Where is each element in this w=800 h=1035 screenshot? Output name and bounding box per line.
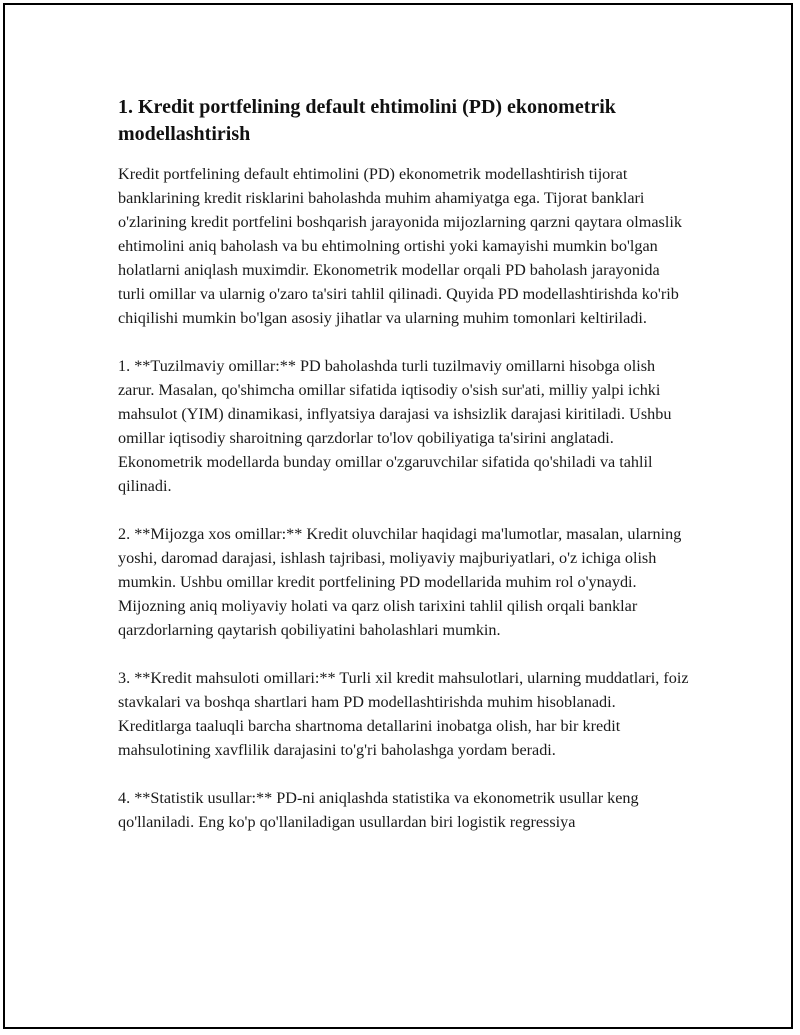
paragraph-structural-factors: 1. **Tuzilmaviy omillar:** PD baholashda turli tuzilmaviy omillarni hisobga olish zarur. Masalan, qo'shimcha omillar sifatida iqtisodiy o'sish sur'ati, milliy yalpi ichki mahsulot (YIM) dinamikasi, inflyatsiya darajasi va ishsizlik darajasi kiritiladi. Ushbu omillar iqtisodiy sharoitning qarzdorlar to'lov qobiliyatiga ta'sirini anglatadi. Ekonometrik modellarda bunday omillar o'zgaruvchilar sifatida qo'shiladi va tahlil qilinadi. <box>118 357 672 495</box>
section-heading: 1. Kredit portfelining default ehtimolini (PD) ekonometrik modellashtirish <box>118 96 616 145</box>
document-body <box>118 94 690 858</box>
intro-paragraph: Kredit portfelining default ehtimolini (PD) ekonometrik modellashtirish tijorat banklarining kredit risklarini baholashda muhim ahamiyatga ega. Tijorat banklari o'zlarining kredit portfelini boshqarish jarayonida mijozlarning qarzni qaytara olmaslik ehtimolini aniq baholash va bu ehtimolning ortishi yoki kamayishi mumkin bo'lgan holatlarni aniqlash muximdir. Ekonometrik modellar orqali PD baholash jarayonida turli omillar va ularnig o'zaro ta'siri tahlil qilinadi. Quyida PD modellashtirishda ko'rib chiqilishi mumkin bo'lgan asosiy jihatlar va ularning muhim tomonlari keltiriladi. <box>118 165 682 327</box>
paragraph-statistical-methods: 4. **Statistik usullar:** PD-ni aniqlashda statistika va ekonometrik usullar keng qo'llaniladi. Eng ko'p qo'llaniladigan usullardan biri logistik regressiya <box>118 789 639 831</box>
paragraph-credit-product-factors: 3. **Kredit mahsuloti omillari:** Turli xil kredit mahsulotlari, ularning muddatlari, foiz stavkalari va boshqa shartlari ham PD modellashtirishda muhim hisoblanadi. Kreditlarga taaluqli barcha shartnoma detallarini inobatga olish, har bir kredit mahsulotining xavflilik darajasini to'g'ri baholashga yordam beradi. <box>118 669 689 759</box>
paragraph-client-factors: 2. **Mijozga xos omillar:** Kredit oluvchilar haqidagi ma'lumotlar, masalan, ularning yoshi, daromad darajasi, ishlash tajribasi, moliyaviy majburiyatlari, o'z ichiga olish mumkin. Ushbu omillar kredit portfelining PD modellarida muhim rol o'ynaydi. Mijozning aniq moliyaviy holati va qarz olish tarixini tahlil qilish orqali banklar qarzdorlarning qaytarish qobiliyatini baholashlari mumkin. <box>118 525 682 639</box>
